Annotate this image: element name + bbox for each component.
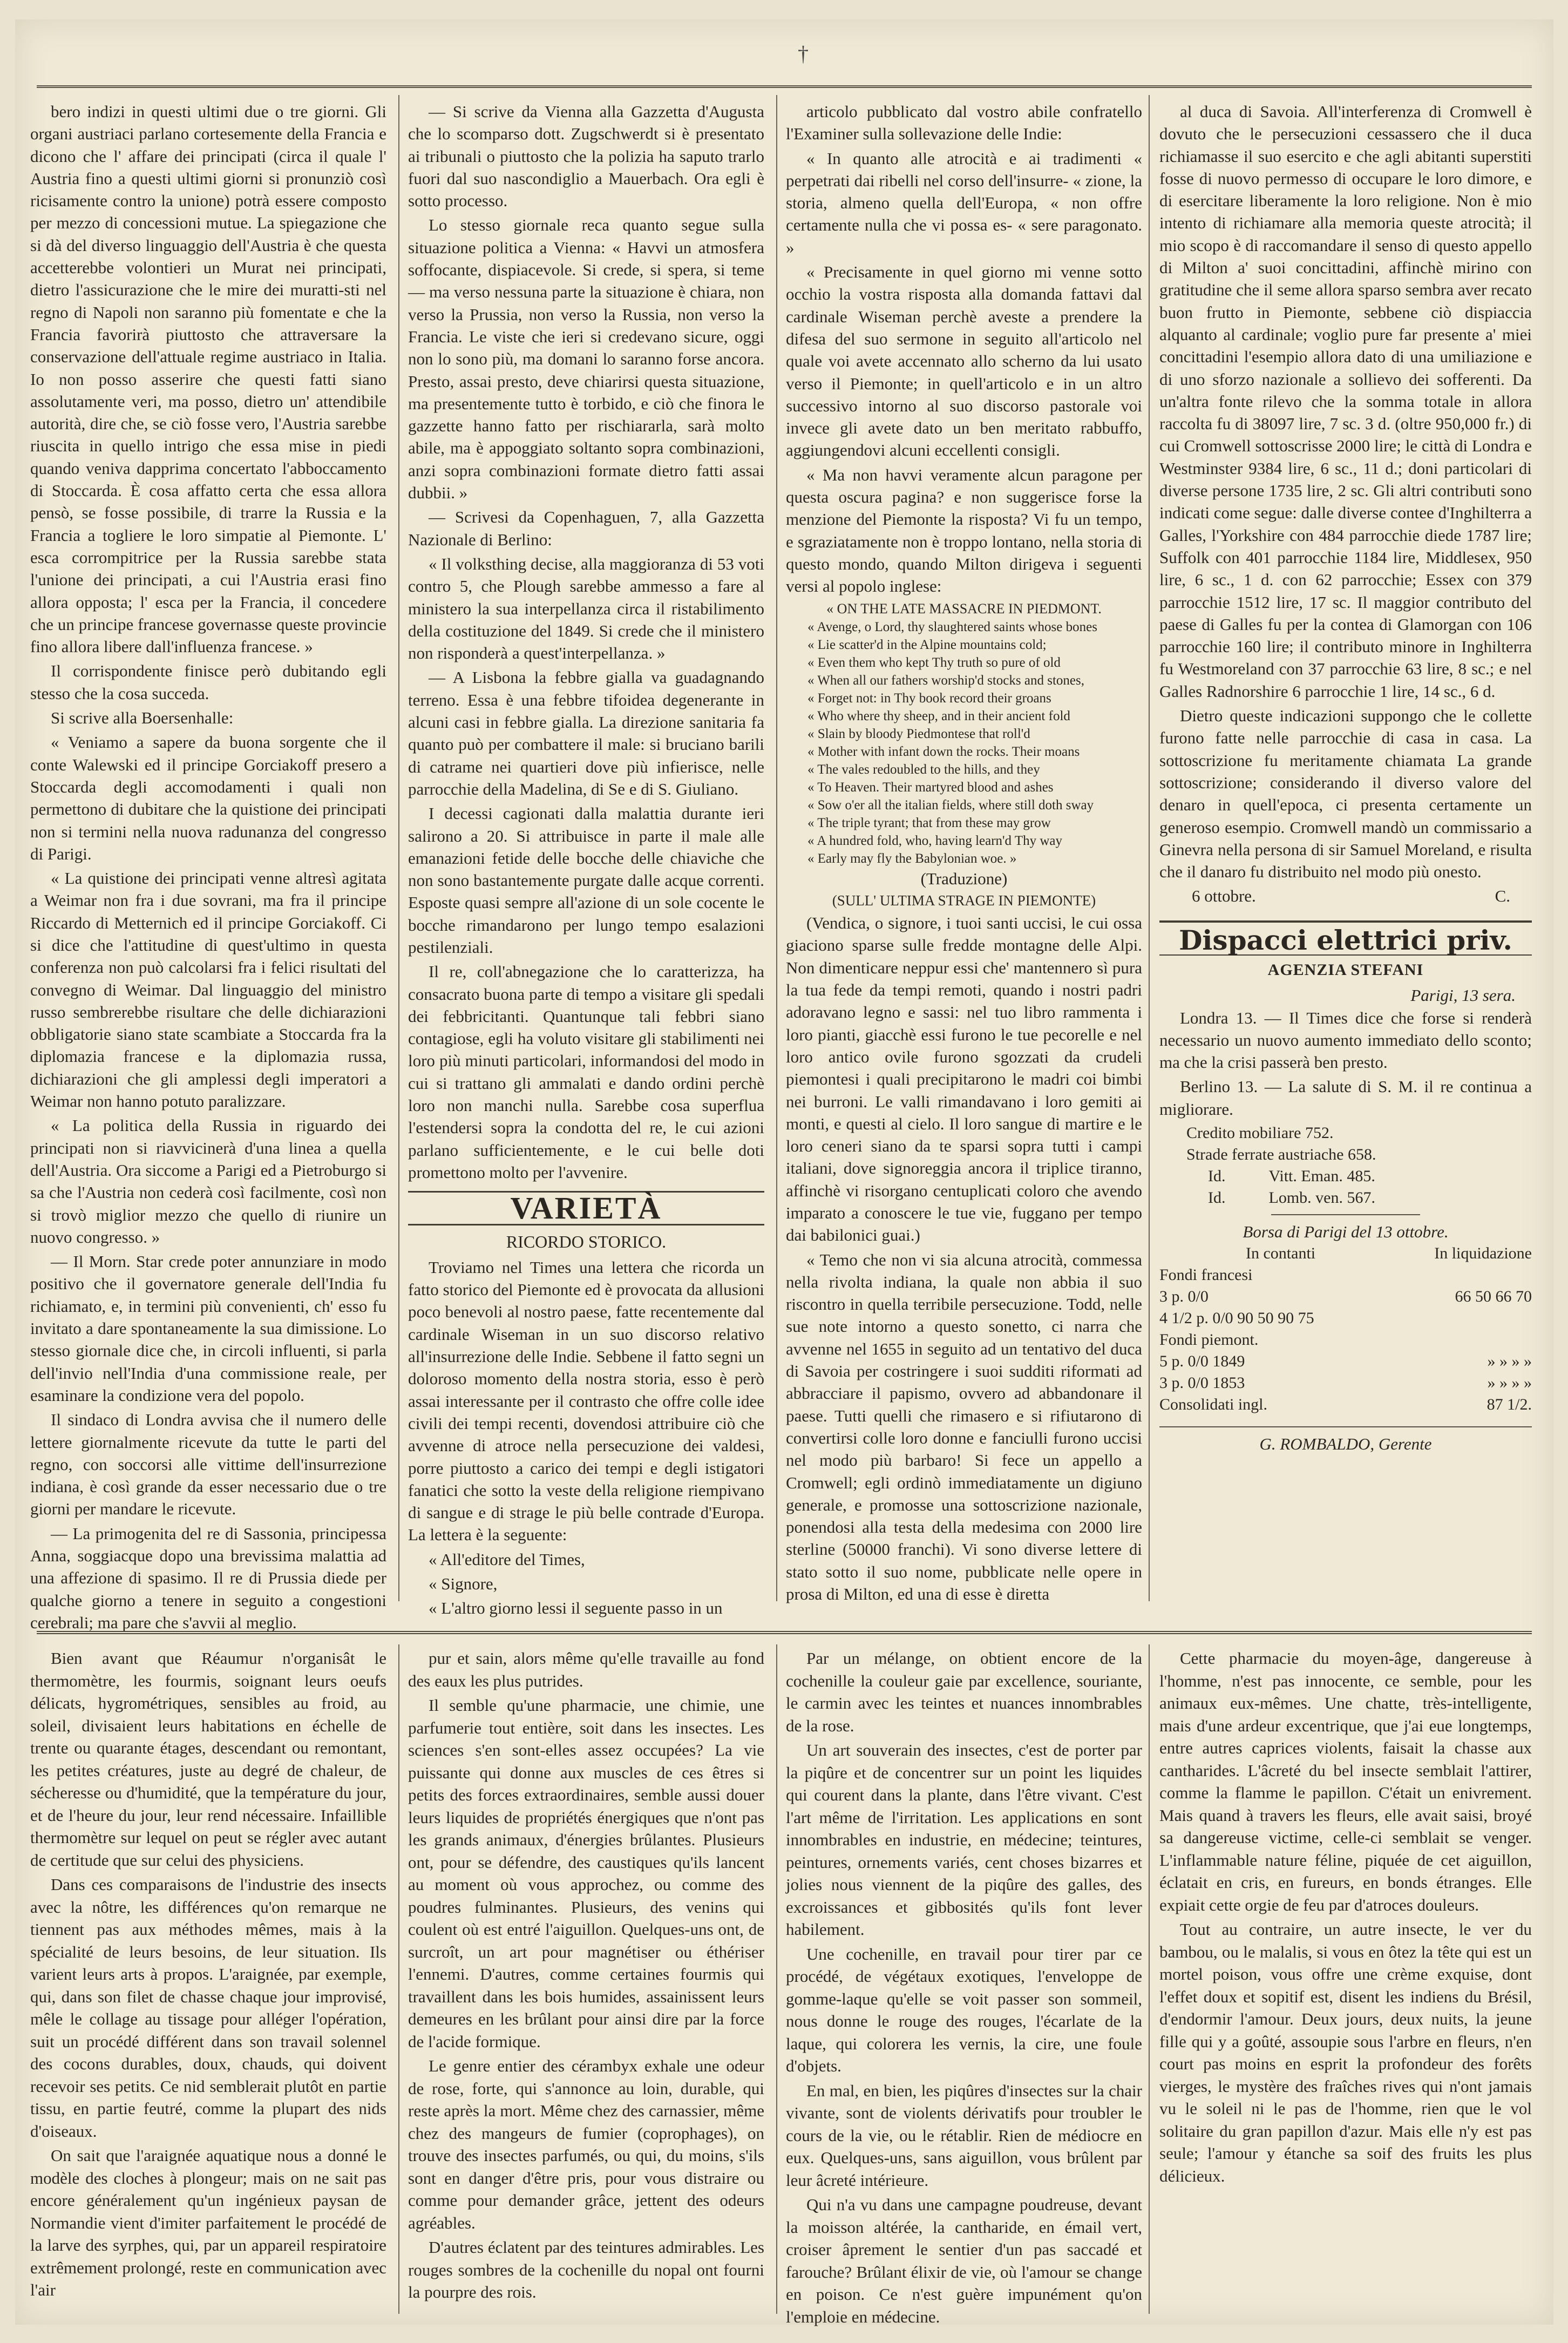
- paragraph: « La politica della Russia in riguardo dei principati non si riavvicinerà d'una linea a quella dell'Austria. Ora siccome a Parigi ed a Pietroburgo si sa che l'Austria non cederà così facilmente, così non si trovò miglior mezzo che quello di riunire un nuovo congresso. »: [30, 1116, 386, 1247]
- paragraph: D'autres éclatent par des teintures admirables. Les rouges sombres de la cochenille du nopal ont fourni la pourpre des rois.: [408, 2238, 764, 2301]
- paragraph: Cette pharmacie du moyen-âge, dangereuse à l'homme, n'est pas innocente, ce semble, pour les animaux eux-mêmes. Une chatte, très-intelligente, mais d'une ardeur excentrique, que j'ai eue longtemps, entre autres caprices violents, faisait la chasse aux cantharides. L'âcreté du bel insecte semblait l'attirer, comme la flamme le papillon. C'était un enivrement. Mais quand à travers les fleurs, elle avait saisi, broyé sa dangereuse victime, celle-ci semblait se venger. L'inflammable nature féline, piquée de cet aiguillon, éclatait en cris, en fureurs, en bonds étranges. Elle expiait cette orgie de feu par d'atroces douleurs.: [1159, 1649, 1532, 1914]
- poem-line: « Forget not: in Thy book record their groans: [807, 690, 1051, 706]
- top-rule: [37, 85, 1532, 88]
- paragraph: Qui n'a vu dans une campagne poudreuse, devant la moisson altérée, la cantharide, en émail vert, croiser âprement le sentier d'un pas saccadé et farouche? Brûlant élixir de vie, où l'amour se change en poison. Ce n'est guère impunément qu'on l'emploie en médecine.: [786, 2195, 1142, 2326]
- stock-row: Id. Vitt. Eman. 485.: [1208, 1167, 1375, 1186]
- page-mark: †: [798, 42, 809, 66]
- paragraph: I decessi cagionati dalla malattia durante ieri salirono a 20. Si attribuisce in parte il male alle emanazioni fetide delle bocche delle chiaviche che non sono bastantemente purgate dalle acque correnti. Esposte quasi sempre all'azione di un sole cocente le bocche rimandarono per lungo tempo esalazioni pestilenziali.: [408, 804, 764, 957]
- poem-line: « Who where thy sheep, and in their ancient fold: [807, 708, 1070, 723]
- bourse-row: Fondi piemont.: [1159, 1331, 1259, 1349]
- paragraph: Une cochenille, en travail pour tirer par ce procédé, de végétaux exotiques, l'enveloppe de gomme-laque qu'elle se voit passer son sommeil, nous donne le rouge des rouges, l'écarlate de la laque, qui colorera les vernis, la cire, une foule d'objets.: [786, 1944, 1142, 2075]
- poem-line: « Mother with infant down the rocks. Their moans: [807, 744, 1080, 759]
- column-2: [408, 100, 764, 1618]
- paragraph: Dietro queste indicazioni suppongo che le collette furono fatte nelle parrocchie di casa in casa. La sottoscrizione fu meritamente chiamata La grande sottoscrizione; considerando il diverso valore del denaro in quell'epoca, ci presenta certamente un generoso esempio. Cromwell mandò un commissario a Ginevra nella persona di sir Samuel Moreland, e risulta che il danaro fu distribuito nel modo più onesto.: [1159, 706, 1532, 882]
- column-rule: [1149, 95, 1150, 1601]
- bourse-row: 3 p. 0/0 66 50 66 70: [1159, 1288, 1532, 1306]
- poem-line: « The vales redoubled to the hills, and they: [807, 762, 1040, 777]
- poem-line: « Even them who kept Thy truth so pure of old: [807, 655, 1061, 670]
- paragraph: Il corrispondente finisce però dubitando egli stesso che la cosa succeda.: [30, 661, 386, 703]
- paragraph: Il semble qu'une pharmacie, une chimie, une parfumerie tout entière, soit dans les insectes. Les sciences s'en sont-elles assez occupées? La vie puissante qui donne aux muscles de ces êtres si petits des forces extraordinaires, semble aussi douer leurs liquides de propriétés énergiques que n'ont pas les grands animaux, d'énergies brûlantes. Plusieurs ont, pour se défendre, des caustiques qu'ils lancent au moment où vous approchez, ou comme des poudres fulminantes. Plusieurs, des venins qui coulent où est entré l'aiguillon. Quelques-uns ont, de surcroît, un art pour magnétiser ou éthériser l'ennemi. D'autres, comme certaines fourmis qui travaillent dans les bois humides, assainissent leurs demeures en les brûlant pour ainsi dire par la force de l'acide formique.: [408, 1696, 764, 2051]
- paragraph: — A Lisbona la febbre gialla va guadagnando terreno. Essa è una febbre tifoidea degenerante in alcuni casi in febbre gialla. La direzione sanitaria fa quanto può per combattere il male: si bruciano barili di catrame nei quartieri dove più infierisce, nelle parrocchie della Madelina, di Se e di S. Giuliano.: [408, 668, 764, 798]
- paragraph: — La primogenita del re di Sassonia, principessa Anna, soggiacque dopo una brevissima malattia ad una affezione di spasimo. Il re di Prussia diede per qualche giorno a tenere in seguito a congestioni cerebrali; ma pare che s'avvii al meglio.: [30, 1523, 386, 1632]
- paragraph: al duca di Savoia. All'interferenza di Cromwell è dovuto che le persecuzioni cessassero che il duca richiamasse il suo esercito e che agli abitanti superstiti fosse di nuovo permesso di occupare le loro dimore, e di esercitare liberamente la loro religione. Non è mio intento di richiamare alla memoria queste atrocità; il mio scopo è di raccomandare il senso di questo appello di Milton a' suoi concittadini, affinchè mirino con gratitudine che il seme allora sparso sembra aver recato buon frutto in Piemonte, sebbene ciò dispiaccia alquanto al cardinale; voglio pure far presente a' miei concittadini l'esempio allora dato di una umiliazione e di uno sforzo nazionale a sollievo dei sofferenti. Da un'altra fonte rilevo che la somma totale in allora raccolta fu di 38097 lire, 7 sc. 3 d. (oltre 950,000 fr.) di cui Cromwell sottoscrisse 2000 lire; le città di Londra e Westminster 9384 lire, 6 sc., 11 d.; doni particolari di diverse persone 1735 lire, 2 sc. Gli altri contributi sono indicati come segue: dalle diverse contee d'Inghilterra a Galles, l'Yorkshire con 484 parrocchie diede 1787 lire; Suffolk con 401 parrocchie 1184 lire, Middlesex, 950 lire, 6 sc., 1 d. con 62 parrocchie; Essex con 379 parrocchie 1512 lire, 17 sc. Il maggior contributo del paese di Galles fu per la contea di Glamorgan con 106 parrocchie 160 lire; il contributo minore in Inghilterra fu Westmoreland con 37 parrocchie 63 lire, 8 sc.; e nel Galles Radnorshire 6 parrocchie 1 lire, 14 sc., 6 d.: [1159, 102, 1532, 701]
- bourse-row: 5 p. 0/0 1849 » » » »: [1159, 1352, 1532, 1371]
- feuilleton-rule: [37, 1631, 1532, 1634]
- paragraph: « Veniamo a sapere da buona sorgente che il conte Walewski ed il principe Gorciakoff presero a Stoccarda degli accomodamenti i quali non permettono di dubitare che la quistione dei principati non si termini nella nuova radunanza del congresso di Parigi.: [30, 733, 386, 863]
- poem-line: « Sow o'er all the italian fields, where still doth sway: [807, 797, 1094, 812]
- paragraph: « Ma non havvi veramente alcun paragone per questa oscura pagina? e non suggerisce forse la menzione del Piemonte la risposta? Vi fu un tempo, e sgraziatamente non è troppo lontano, nella storia di questo mondo, quando Milton dirigeva i seguenti versi al popolo inglese:: [786, 465, 1142, 596]
- paragraph: En mal, en bien, les piqûres d'insectes sur la chair vivante, sont de violents dérivatifs pour troubler le cours de la vie, ou le rétablir. Rien de médiocre en eux. Quelques-uns, sans aiguillon, vous brûlent par leur âcreté intérieure.: [786, 2081, 1142, 2190]
- paragraph: « In quanto alle atrocità e ai tradimenti « perpetrati dai ribelli nel corso dell'insurre- « zione, la storia, almeno quella dell'Europa, « non offre certamente nulla che vi possa es- « sere paragonato. »: [786, 148, 1142, 257]
- paragraph: — Il Morn. Star crede poter annunziare in modo positivo che il governatore generale dell'India fu richiamato, e, in termini più convenienti, ch' esso fu invitato a dare spontaneamente la sua dimissione. Lo stesso giornale dice che, in circoli influenti, si parla dell'invio nell'India d'una commissione reale, per esaminare la condizione vera del popolo.: [30, 1252, 386, 1405]
- paragraph: Si scrive alla Boersenhalle:: [51, 708, 234, 728]
- stock-row: Credito mobiliare 752.: [1186, 1124, 1334, 1142]
- translation-title: (SULL' ULTIMA STRAGE IN PIEMONTE): [832, 892, 1096, 909]
- stock-row: Strade ferrate austriache 658.: [1186, 1146, 1376, 1164]
- column-rule: [776, 95, 777, 1601]
- bourse-header: In contanti In liquidazione: [1246, 1244, 1532, 1263]
- poem-line: « Early may fly the Babylonian woe. »: [807, 851, 1017, 866]
- paragraph: articolo pubblicato dal vostro abile confratello l'Examiner sulla sollevazione delle Indie:: [786, 102, 1142, 144]
- feuilleton-column-2: [408, 1647, 764, 2311]
- paragraph: Le genre entier des cérambyx exhale une odeur de rose, forte, qui s'annonce au loin, durable, qui reste après la mort. Même chez des carnassier, même chez des mangeurs de fumier (coprophages), on trouve des insectes parfumés, ou qui, du moins, s'ils sont en danger d'être pris, pour vous distraire ou comme pour demander grâce, jettent des odeurs agréables.: [408, 2056, 764, 2232]
- paragraph: pur et sain, alors même qu'elle travaille au fond des eaux les plus putrides.: [408, 1649, 764, 1690]
- poem-line: « Lie scatter'd in the Alpine mountains cold;: [807, 637, 1047, 652]
- paragraph: Il re, coll'abnegazione che lo caratterizza, ha consacrato buona parte di tempo a visitare gli spedali dei febbricitanti. Quantunque tali febbri siano contagiose, egli ha voluto visitare gli stabilimenti nei loro più minuti particolari, informandosi del modo in cui si trattano gli ammalati e dando ordini perchè loro non manchi nulla. Sarebbe cosa superflua l'estendersi sopra la condotta del re, le cui azioni parlano sufficientemente, e le cui belle doti promettono molto per l'avvenire.: [408, 962, 764, 1182]
- poem-line: « Avenge, o Lord, thy slaughtered saints whose bones: [807, 619, 1097, 634]
- paragraph: « Temo che non vi sia alcuna atrocità, commessa nella rivolta indiana, la quale non abbia il suo riscontro in quella terribile persecuzione. Todd, nelle sue note intorno a questo sonetto, ci narra che avvenne nel 1655 in seguito ad un tentativo del duca di Savoia per costringere i suoi sudditi riformati ad abbracciare il papismo, ovvero ad abbandonare il paese. Tutti quelli che rimasero e si rifiutarono di convertirsi colle loro donne e fanciulli furono uccisi nel modo più barbaro! Si fece un appello a Cromwell; egli ordinò immediatamente un digiuno generale, e promosse una sottoscrizione nazionale, ponendosi alla testa della medesima con 2000 lire sterline (50000 franchi). Vi sono diverse lettere di stato sotto il suo nome, pubblicate nelle opere in prosa di Milton, ed una di esse è diretta: [786, 1250, 1142, 1604]
- agency-name: AGENZIA STEFANI: [1267, 960, 1424, 979]
- bourse-row: 4 1/2 p. 0/0 90 50 90 75: [1159, 1309, 1314, 1328]
- letter-date: 6 ottobre.: [1192, 886, 1256, 906]
- paragraph: Bien avant que Réaumur n'organisât le thermomètre, les fourmis, soignant leurs oeufs délicats, hygrométriques, sensibles au froid, au soleil, divisaient leurs habitations en échelle de trente ou quarante étages, descendant ou remontant, les petites créatures, juste au degré de chaleur, de sécheresse ou d'humidité, que la température du jour, et de l'heure du jour, leur rend nécessaire. Infaillible thermomètre sur lequel on peut se régler avec autant de certitude que sur celui des physiciens.: [30, 1649, 386, 1870]
- column-rule: [398, 95, 399, 1601]
- divider: [1271, 1214, 1420, 1215]
- bourse-row: Fondi francesi: [1159, 1266, 1253, 1284]
- column-1: [30, 100, 386, 1632]
- column-rule: [1149, 1644, 1150, 2314]
- paragraph: Tout au contraire, un autre insecte, le ver du bambou, ou le malalis, si vous en ôtez la tête qui est un mortel poison, vous offre une crème exquise, dont l'effet doux et sopitif est, disent les indiens du Brésil, d'endormir l'amour. Deux jours, deux nuits, la jeune fille qui y a goûté, assoupie sous l'arbre en fleurs, n'en court pas moins en esprit la profondeur des forêts vierges, le mystère des fraîches rives qui n'ont jamais vu le soleil ni le pas de l'homme, rien que le vol solitaire du gran papillon d'azur. Mais elle n'y est pas seule; l'amour y étanche sa soif des fruits les plus délicieux.: [1159, 1920, 1532, 2185]
- paragraph: — Si scrive da Vienna alla Gazzetta d'Augusta che lo scomparso dott. Zugschwerdt si è presentato ai tribunali o piuttosto che la polizia ha saputo trarlo fuori dal suo nascondiglio a Mauerbach. Ora egli è sotto processo.: [408, 102, 764, 211]
- stock-list: [1159, 1122, 1532, 1209]
- column-4: [1159, 100, 1532, 1601]
- paragraph: (Vendica, o signore, i tuoi santi uccisi, le cui ossa giaciono sparse sulle fredde montagne delle Alpi. Non dimenticare neppur essi che' mantennero sì pura la tua fede da tempi remoti, quando i nostri padri adoravano legno e sassi: nel tuo libro rammenta i loro pianti, giacchè essi furono le tue pecorelle e nel loro antico ovile furono sgozzati da crudeli piemontesi i quali precipitarono le madri coi bimbi nei burroni. Le valli rimandavano i loro gemiti ai monti, e questi al cielo. Il loro sangue di martire e le loro ceneri siano da te sparsi sopra tutti i campi italiani, dove signoreggia ancora il triplice tiranno, affinchè vi risorgano centuplicati coloro che avendo imparato a conoscere le tue vie, fuggano per tempo dai babilonici guai.): [786, 913, 1142, 1245]
- paragraph: Troviamo nel Times una lettera che ricorda un fatto storico del Piemonte ed è provocata da allusioni poco benevoli al nostro paese, fatte recentemente dal cardinale Wiseman in un suo discorso relativo all'insurrezione delle Indie. Sebbene il fatto segni un doloroso momento della nostra storia, esso è però assai interessante per il contrasto che offre colle idee civili dei tempi recenti, dovendosi attribuire ciò che avvenne di atroce nella persecuzione dei valdesi, porre piuttosto a carico dei tempi e degli istigatori fanatici che sotto la veste della religione riempivano di sangue e di strage le più belle contrade d'Europa. La lettera è la seguente:: [408, 1257, 764, 1545]
- column-rule: [398, 1644, 399, 2314]
- dispatch-item: Londra 13. — Il Times dice che forse si renderà necessario un nuovo aumento immediato dello sconto; ma che la crisi passerà ben presto.: [1159, 1008, 1532, 1072]
- paragraph: « All'editore del Times,: [429, 1549, 585, 1569]
- column-rule: [776, 1644, 777, 2314]
- paragraph: Un art souverain des insectes, c'est de porter par la piqûre et de concentrer sur un point les liquides qui courent dans la plante, dans l'être vivant. C'est l'art même de l'irritation. Les applications en sont innombrables en industrie, en médecine; teintures, peintures, ornements variés, cent choses bizarres et jolies nous viennent de la piqûre des galles, des excroissances et gibbosités qu'ils font lever habilement.: [786, 1741, 1142, 1939]
- poem-line: « A hundred fold, who, having learn'd Thy way: [807, 833, 1063, 848]
- section-subtitle: RICORDO STORICO.: [506, 1231, 667, 1251]
- poem-title: « ON THE LATE MASSACRE IN PIEDMONT.: [826, 600, 1102, 617]
- paragraph: Par un mélange, on obtient encore de la cochenille la couleur gaie par excellence, souriante, le carmin avec les teintes et nuances innombrables de la rose.: [786, 1649, 1142, 1735]
- translation-label: (Traduzione): [920, 869, 1008, 888]
- bourse-row: 3 p. 0/0 1853 » » » »: [1159, 1374, 1532, 1392]
- feuilleton-column-4: [1159, 1647, 1532, 2311]
- paragraph: On sait que l'araignée aquatique nous a donné le modèle des cloches à plongeur; mais on ne sait pas encore généralement qu'un ingénieux paysan de Normandie vient d'imiter parfaitement le procédé de la larve des syrphes, qui, par un appareil respiratoire extrêmement prolongé, reste en communication avec l'air: [30, 2146, 386, 2299]
- paragraph: « L'altro giorno lessi il seguente passo in un: [429, 1599, 723, 1618]
- dispatches-title: Dispacci elettrici priv.: [1159, 920, 1532, 956]
- paragraph: — Scrivesi da Copenhaguen, 7, alla Gazzetta Nazionale di Berlino:: [408, 507, 764, 549]
- paragraph: « Signore,: [429, 1574, 498, 1593]
- dispatch-item: Berlino 13. — La salute di S. M. il re continua a migliorare.: [1159, 1077, 1532, 1119]
- paragraph: « La quistione dei principati venne altresì agitata a Weimar non fra i due sovrani, ma fra il principe Riccardo di Metternich ed il principe Gorciakoff. Ci si dice che l'attitudine di quest'ultimo in questa conferenza non può calcolarsi fra i felici risultati del convegno di Weimar. Dal linguaggio del ministro russo sembrerebbe risultare che delle dichiarazioni obbligatorie siano state scambiate a Stoccarda fra la diplomazia francese e la diplomazia russa, dichiarazioni che gli amplessi degli imperatori a Weimar non hanno potuto paralizzare.: [30, 869, 386, 1111]
- paragraph: Lo stesso giornale reca quanto segue sulla situazione politica a Vienna: « Havvi un atmosfera soffocante, dispiacevole. Si crede, si spera, si teme — ma verso nessuna parte la situazione è chiara, non verso la Prussia, non verso la Russia, non verso la Francia. Le viste che ieri si credevano sicure, oggi non lo sono più, ma domani lo saranno forse ancora. Presto, assai presto, deve chiarirsi questa situazione, ma presentemente tutto è torbido, e ciò che finora le gazzette hanno fatto per rischiararla, sarà molto abile, ma è appoggiato soltanto sopra combinazioni, anzi sopra combinazioni formate dietro fatti assai dubbii. »: [408, 215, 764, 503]
- bourse-row: Consolidati ingl. 87 1/2.: [1159, 1396, 1532, 1414]
- poem-line: « When all our fathers worship'd stocks and stones,: [807, 673, 1084, 688]
- paragraph: bero indizi in questi ultimi due o tre giorni. Gli organi austriaci parlano cortesemente della Francia e dicono che l' affare dei principati (circa il quale l' Austria fino a questi ultimi giorni si pronunziò così ricisamente contro la unione) potrà essere composto per mezzo di concessioni mutue. La spiegazione che si dà del diverso linguaggio dell'Austria è che questa accetterebbe volontieri un Murat nei principati, dietro l'assicurazione che le mire dei muratti-sti nel regno di Napoli non saranno più fomentate e che la Francia favorirà piuttosto che attraversare la conservazione dell'attuale regime austriaco in Italia. Io non posso asserire che questi fatti siano assolutamente veri, ma posso, dietro un' attendibile autorità, dire che, se ciò fosse vero, l'Austria sarebbe riuscita in quello intrigo che essa mise in piedi quando veniva dapprima concertato l'abboccamento di Stoccarda. È cosa affatto certa che essa allora pensò, se fosse possibile, di trarre la Russia e la Francia a togliere le loro simpatie al Piemonte. L' esca corrompitrice per la Russia sarebbe stata l'unione dei principati, a cui l'Austria erasi fino allora opposta; l' esca per la Francia, il concedere che un principe francese governasse queste provincie fino allora libere dall'influenza francese. »: [30, 102, 386, 656]
- paragraph: Il sindaco di Londra avvisa che il numero delle lettere giornalmente ricevute da tutte le parti del regno, con soccorsi alle vittime dell'insurrezione indiana, è così grande da esser necessario due o tre giorni per mandare le ricevute.: [30, 1410, 386, 1519]
- feuilleton-column-1: [30, 1647, 386, 2311]
- column-3: [786, 100, 1142, 1604]
- dateline-signature: [1159, 885, 1532, 907]
- stock-row: Id. Lomb. ven. 567.: [1208, 1189, 1375, 1207]
- dispatch-dateline: Parigi, 13 sera.: [1410, 986, 1516, 1005]
- newspaper-page: [15, 19, 1553, 2325]
- letter-signature: C.: [1495, 886, 1510, 906]
- poem-line: « Slain by bloody Piedmontese that roll'd: [807, 726, 1030, 741]
- paragraph: « Precisamente in quel giorno mi venne sotto occhio la vostra risposta alla domanda fattavi dal cardinale Wiseman perchè aveste a prendere la difesa del suo sermone in seguito all'articolo nel quale voi avete accennato allo scherno da lui usato verso il Piemonte; in quell'articolo e in un altro successivo intorno al suo discorso pastorale voi invece gli avete dato un ben meritato rabbuffo, aggiungendovi alcuni eccellenti consigli.: [786, 262, 1142, 460]
- poem-line: « The triple tyrant; that from these may grow: [807, 815, 1051, 830]
- bourse-title: Borsa di Parigi del 13 ottobre.: [1243, 1222, 1449, 1242]
- poem-line: « To Heaven. Their martyred blood and ashes: [807, 780, 1054, 795]
- section-title-varieta: VARIETÀ: [408, 1191, 764, 1225]
- paragraph: « Il volksthing decise, alla maggioranza di 53 voti contro 5, che Plough sarebbe ammesso a fare al ministero la sua interpellanza circa il ristabilimento della costituzione del 1849. Si crede che il ministero non risponderà a quest'interpellanza. »: [408, 554, 764, 663]
- paragraph: Dans ces comparaisons de l'industrie des insects avec la nôtre, les différences qu'on remarque ne tiennent pas aux méthodes mêmes, mais à la spécialité de leurs besoins, de leur situation. Ils varient leurs arts à propos. L'araignée, par exemple, qui, dans son filet de chasse chaque jour improvisé, mêle le collage au tissage pour alléger l'opération, suit un procédé différent dans son travail solennel des cocons durables, doux, chauds, qui doivent recevoir ses petits. Ce nid semblerait plutôt en partie tissu, en partie feutré, comme la plupart des nids d'oiseaux.: [30, 1875, 386, 2141]
- feuilleton-column-3: [786, 1647, 1142, 2326]
- gerente-signature: G. ROMBALDO, Gerente: [1159, 1426, 1532, 1455]
